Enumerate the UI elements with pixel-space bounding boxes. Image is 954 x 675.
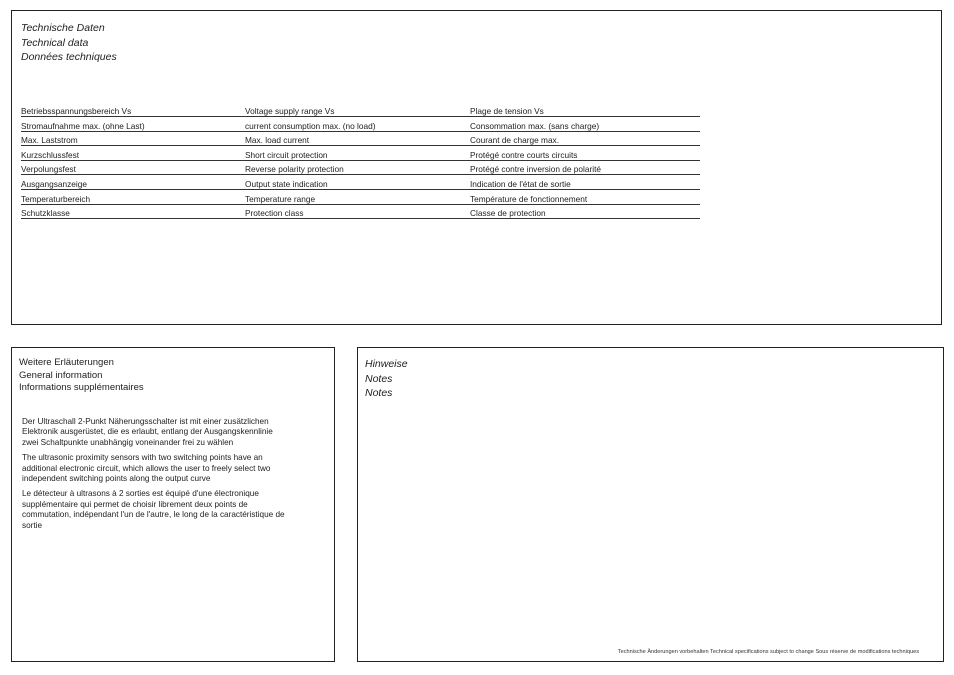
table-cell-fr: Classe de protection (470, 204, 700, 219)
notes-title-fr: Notes (365, 387, 393, 399)
table-row (21, 102, 700, 117)
table-row (21, 131, 700, 146)
general-information-titles (19, 357, 144, 395)
table-row (21, 204, 700, 219)
table-cell-en: Reverse polarity protection (245, 160, 470, 175)
table-row (21, 175, 700, 190)
table-cell-en: Max. load current (245, 131, 470, 146)
table-cell-fr: Indication de l'état de sortie (470, 175, 700, 190)
technical-data-titles (21, 21, 117, 65)
technical-data-table (21, 102, 700, 219)
table-cell-fr: Protégé contre courts circuits (470, 146, 700, 161)
general-information-text (22, 417, 290, 536)
table-cell-en: Output state indication (245, 175, 470, 190)
table-row (21, 189, 700, 204)
table-cell-de: Stromaufnahme max. (ohne Last) (21, 117, 245, 132)
table-cell-en: current consumption max. (no load) (245, 117, 470, 132)
table-cell-de: Schutzklasse (21, 204, 245, 219)
table-cell-de: Temperaturbereich (21, 189, 245, 204)
table-cell-de: Max. Laststrom (21, 131, 245, 146)
info-title-fr: Informations supplémentaires (19, 382, 144, 393)
table-cell-fr: Température de fonctionnement (470, 189, 700, 204)
notes-titles (365, 357, 408, 401)
table-cell-fr: Courant de charge max. (470, 131, 700, 146)
notes-title-en: Notes (365, 372, 393, 385)
notes-panel (357, 347, 944, 662)
footer-disclaimer: Technische Änderungen vorbehalten Technical specifications subject to change Sous réserve de modifications techniques (617, 649, 919, 655)
table-row (21, 117, 700, 132)
table-row (21, 146, 700, 161)
table-cell-en: Protection class (245, 204, 470, 219)
info-title-de: Weitere Erläuterungen (19, 357, 114, 368)
table-cell-de: Betriebsspannungsbereich Vs (21, 102, 245, 117)
table-cell-en: Short circuit protection (245, 146, 470, 161)
title-en: Technical data (21, 36, 89, 49)
table-cell-de: Verpolungsfest (21, 160, 245, 175)
table-cell-en: Voltage supply range Vs (245, 102, 470, 117)
table-cell-de: Kurzschlussfest (21, 146, 245, 161)
title-de: Technische Daten (21, 22, 105, 34)
table-cell-fr: Plage de tension Vs (470, 102, 700, 117)
general-information-panel (11, 347, 335, 662)
technical-data-panel (11, 10, 942, 325)
notes-title-de: Hinweise (365, 358, 408, 370)
table-cell-fr: Consommation max. (sans charge) (470, 117, 700, 132)
table-cell-en: Temperature range (245, 189, 470, 204)
info-paragraph-de: Der Ultraschall 2-Punkt Näherungsschalter ist mit einer zusätzlichen Elektronik ausgerüstet, die es erlaubt, entlang der Ausgangskennlinie zwei Schaltpunkte unabhängig voneinander frei zu wählen (22, 417, 273, 447)
title-fr: Données techniques (21, 51, 117, 63)
info-paragraph-en: The ultrasonic proximity sensors with two switching points have an additional electronic circuit, which allows the user to freely select two independent switching points along the output curve (22, 453, 271, 484)
table-cell-fr: Protégé contre inversion de polarité (470, 160, 700, 175)
info-title-en: General information (19, 369, 103, 381)
table-cell-de: Ausgangsanzeige (21, 175, 245, 190)
info-paragraph-fr: Le détecteur à ultrasons à 2 sorties est équipé d'une électronique supplémentaire qui permet de choisir librement deux points de commutation, indépendant l'un de l'autre, le long de la caractéristique de sortie (22, 489, 285, 530)
table-row (21, 160, 700, 175)
